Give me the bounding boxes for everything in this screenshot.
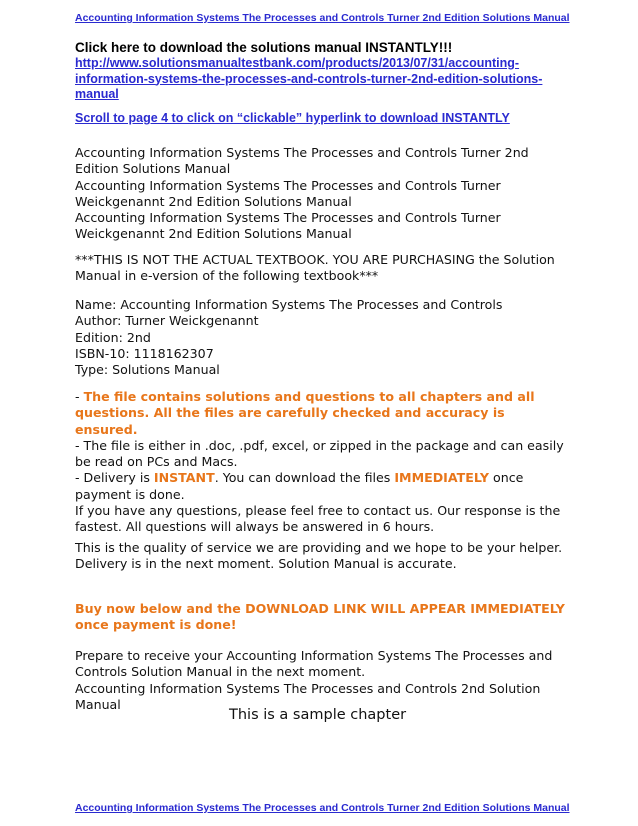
feature-delivery: - Delivery is INSTANT. You can download the files IMMEDIATELY once payment is done. <box>75 470 524 502</box>
buy-now-block <box>75 601 570 634</box>
quality-text: This is the quality of service we are providing and we hope to be your helper. <box>75 540 563 555</box>
disclaimer: ***THIS IS NOT THE ACTUAL TEXTBOOK. YOU ARE PURCHASING the Solution Manual in e-version of the following textbook*** <box>75 252 555 284</box>
buy-now-callout: Buy now below and the DOWNLOAD LINK WILL APPEAR IMMEDIATELY once payment is done! <box>75 601 565 633</box>
detail-isbn: ISBN-10: 1118162307 <box>75 345 214 361</box>
page-footer-title[interactable]: Accounting Information Systems The Processes and Controls Turner 2nd Edition Solutions Manual <box>75 802 570 814</box>
feature-solutions: - The file contains solutions and questions to all chapters and all questions. All the files are carefully checked and accuracy is ensured. <box>75 389 535 437</box>
delivery-note: Delivery is in the next moment. Solution Manual is accurate. <box>75 556 457 572</box>
title-line: Accounting Information Systems The Processes and Controls Turner 2nd Edition Solutions Manual <box>75 145 529 177</box>
product-details <box>75 297 570 378</box>
feature-questions: If you have any questions, please feel free to contact us. Our response is the fastest. All questions will always be answered in 6 hours. <box>75 503 561 535</box>
features-block <box>75 389 570 536</box>
prepare-text: Prepare to receive your Accounting Information Systems The Processes and Controls Solution Manual in the next moment. <box>75 648 553 680</box>
detail-name: Name: Accounting Information Systems The Processes and Controls <box>75 297 503 312</box>
feature-format: - The file is either in .doc, .pdf, excel, or zipped in the package and can easily be read on PCs and Macs. <box>75 437 564 470</box>
detail-edition: Edition: 2nd <box>75 329 151 345</box>
detail-type: Type: Solutions Manual <box>75 362 220 378</box>
page-header-title[interactable]: Accounting Information Systems The Processes and Controls Turner 2nd Edition Solutions Manual <box>75 12 570 24</box>
title-line: Accounting Information Systems The Processes and Controls Turner Weickgenannt 2nd Edition Solutions Manual <box>75 177 501 209</box>
download-callout: Click here to download the solutions manual INSTANTLY!!! <box>75 40 453 55</box>
closing-block <box>75 648 570 713</box>
quality-block <box>75 540 570 573</box>
scroll-instruction-link[interactable]: Scroll to page 4 to click on “clickable” hyperlink to download INSTANTLY <box>75 111 510 125</box>
download-url-link[interactable]: http://www.solutionsmanualtestbank.com/products/2013/07/31/accounting-information-systems-the-processes-and-controls-turner-2nd-edition-solutions-manual <box>75 56 543 101</box>
closing-text: Accounting Information Systems The Processes and Controls 2nd Solution Manual <box>75 680 541 712</box>
detail-author: Author: Turner Weickgenannt <box>75 313 259 329</box>
title-line: Accounting Information Systems The Processes and Controls Turner Weickgenannt 2nd Edition Solutions Manual <box>75 210 501 242</box>
title-block <box>75 145 570 243</box>
sample-chapter-heading: This is a sample chapter <box>229 707 407 723</box>
